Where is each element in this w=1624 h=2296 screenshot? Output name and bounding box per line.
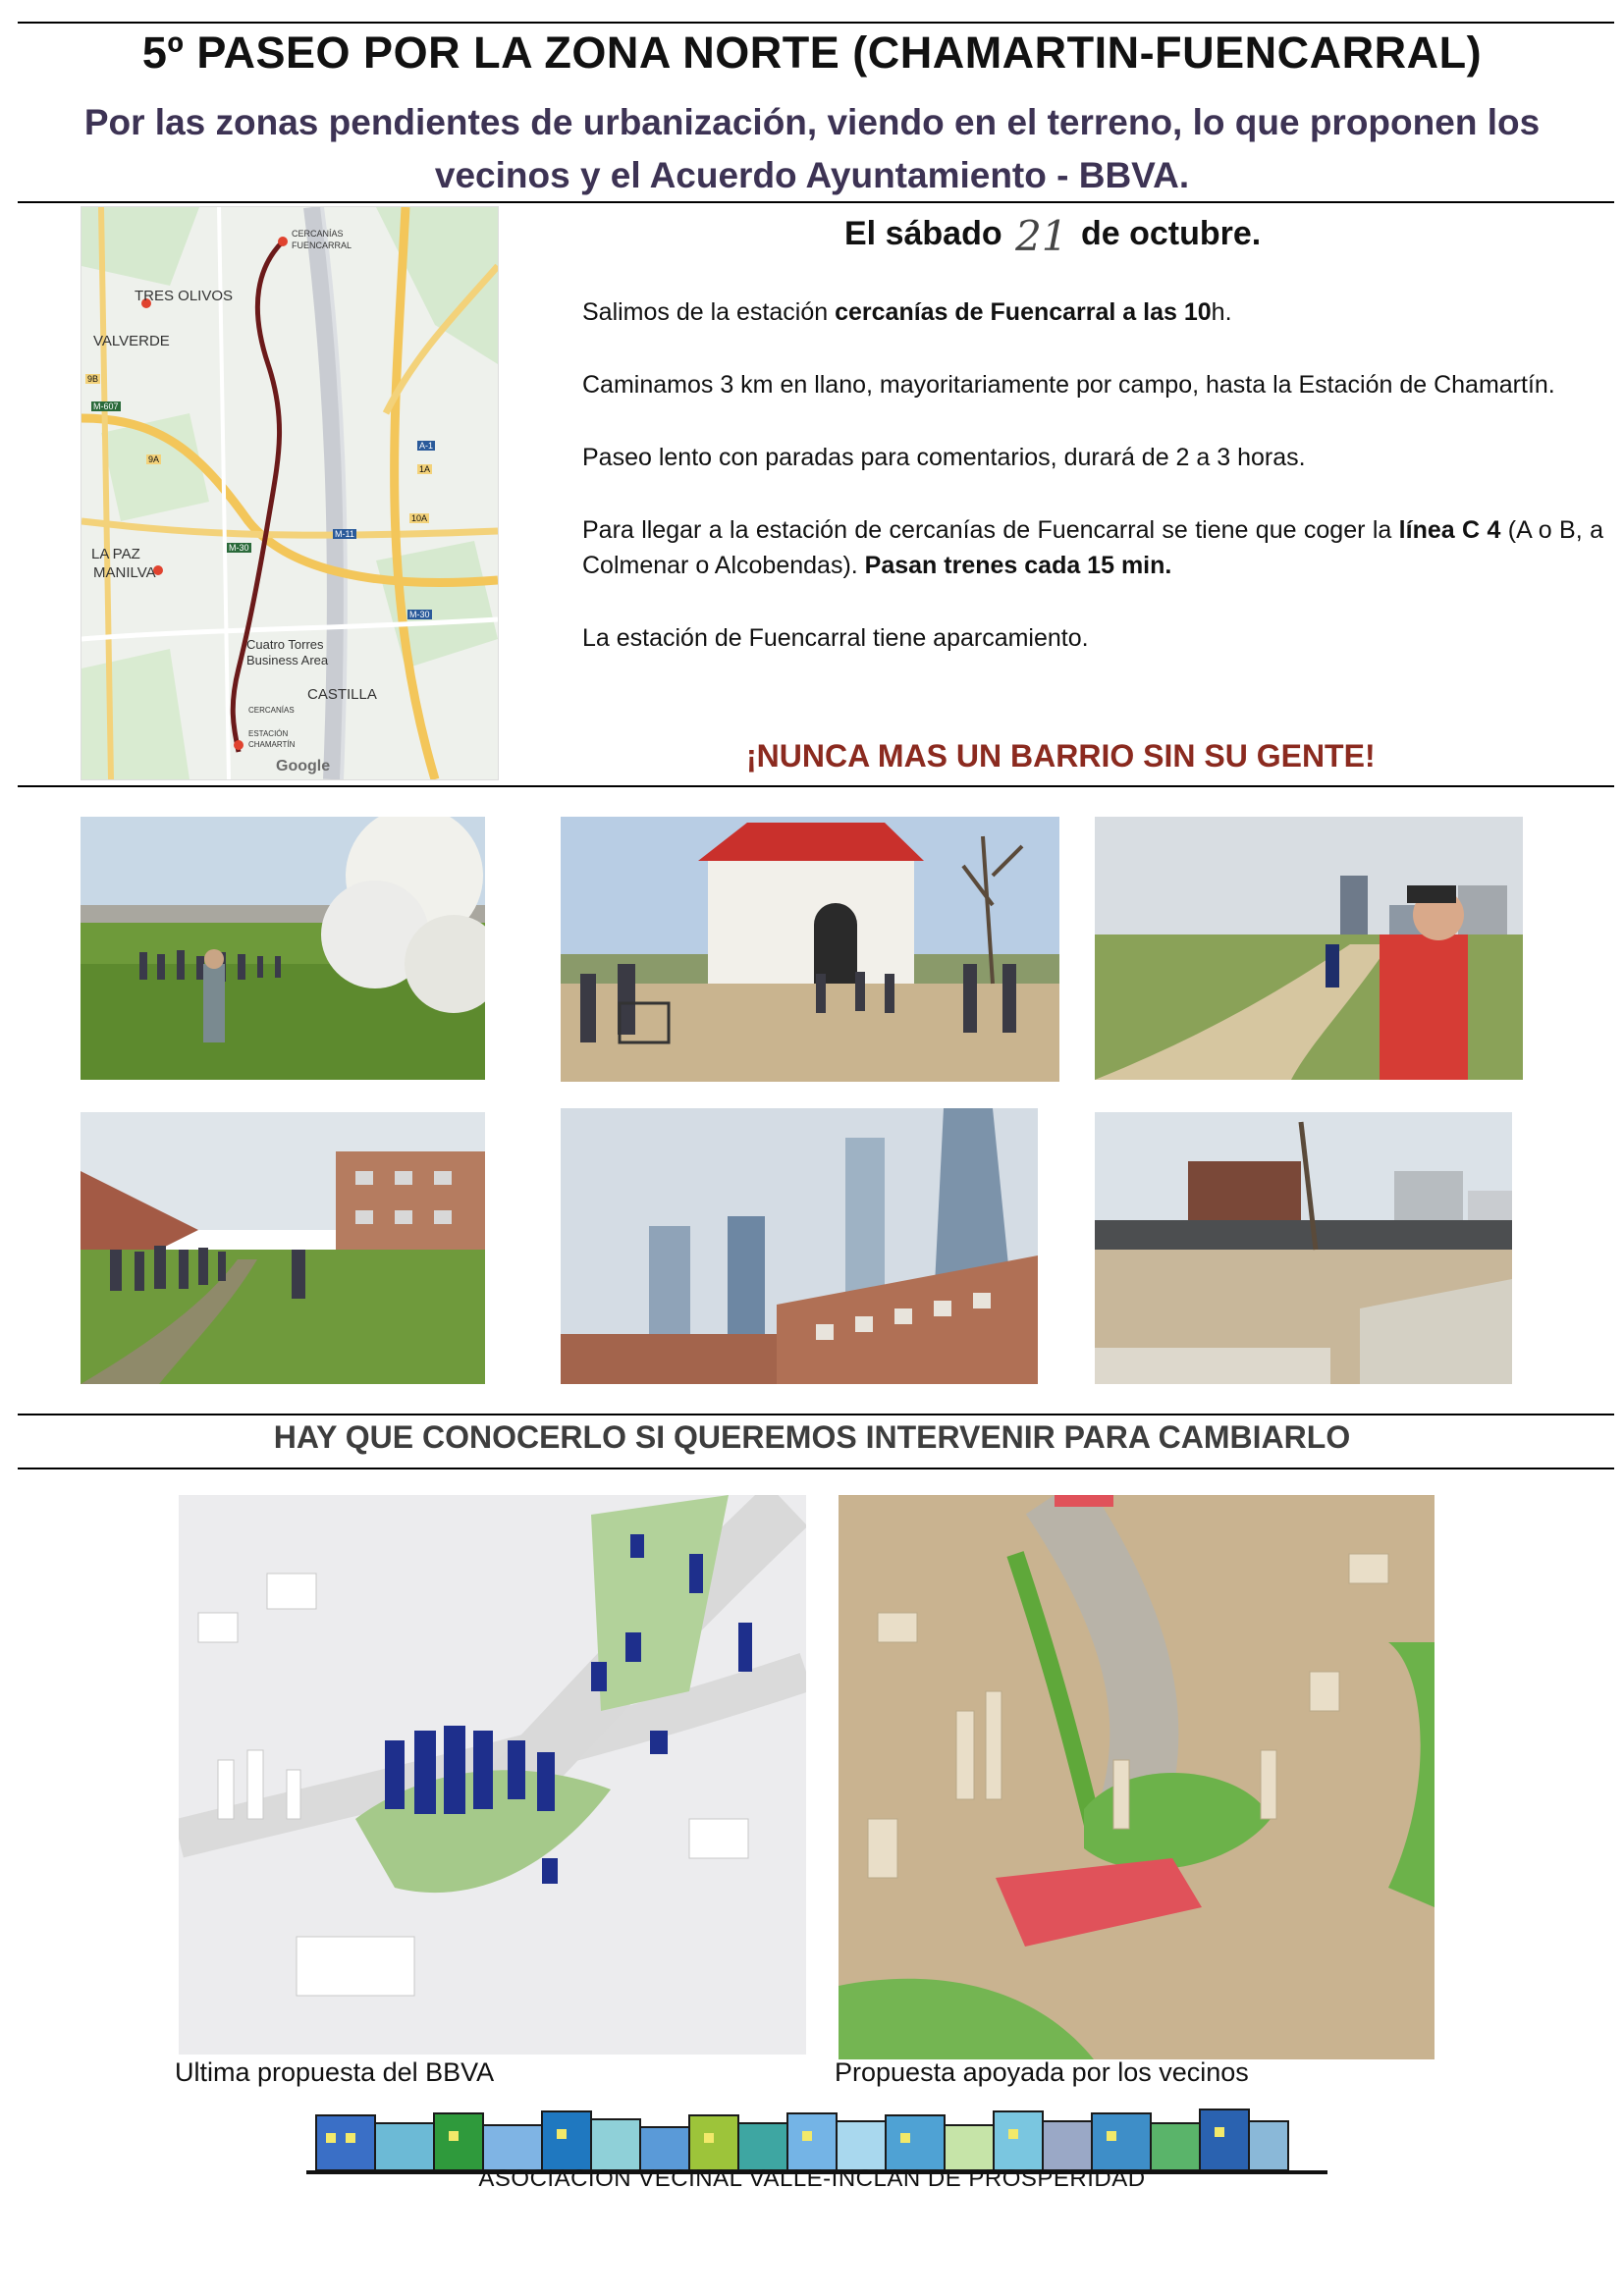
map-label: ESTACIÓN <box>248 729 289 738</box>
road-badge: 9A <box>148 454 160 464</box>
road-badge: A-1 <box>419 441 434 451</box>
info-text: h. <box>1211 298 1232 326</box>
info-text: Salimos de la estación <box>582 298 836 326</box>
towers-photo <box>561 1108 1038 1384</box>
section-bottom-rule <box>18 1468 1614 1469</box>
info-departure <box>582 294 1603 330</box>
info-transport <box>582 512 1603 583</box>
map-label: LA PAZ <box>91 546 140 562</box>
page-subtitle: Por las zonas pendientes de urbanización, viendo en el terreno, lo que proponen los vecinos y el Acuerdo Ayuntamiento - BBVA. <box>83 102 1541 195</box>
info-bold: Pasan trenes cada 15 min. <box>864 552 1172 579</box>
map-label: Business Area <box>246 653 329 667</box>
map-label: FUENCARRAL <box>292 240 352 250</box>
association-name: ASOCIACION VECINAL VALLE-INCLAN DE PROSPERIDAD <box>478 2165 1146 2192</box>
map-label: VALVERDE <box>93 333 170 349</box>
google-logo: Google <box>276 758 331 774</box>
map-label: CERCANÍAS <box>292 229 344 239</box>
route-map <box>81 206 499 780</box>
map-label: CHAMARTÍN <box>248 740 296 749</box>
map-label: CERCANÍAS <box>248 706 295 715</box>
road-badge: 10A <box>411 513 428 523</box>
walkers-blossom-photo <box>81 817 485 1080</box>
info-bold: línea C 4 <box>1398 516 1501 544</box>
mid-rule <box>18 785 1614 787</box>
road-badge: M-607 <box>93 401 119 411</box>
map-label: MANILVA <box>93 564 156 581</box>
header-bottom-rule <box>18 201 1614 203</box>
slogan: ¡NUNCA MAS UN BARRIO SIN SU GENTE! <box>746 738 1376 774</box>
wasteland-photo <box>1095 1112 1512 1384</box>
event-info <box>582 294 1603 693</box>
section-top-rule <box>18 1414 1614 1415</box>
neighbors-proposal-render <box>839 1495 1435 2059</box>
road-badge: 9B <box>87 374 99 384</box>
info-bold: cercanías de Fuencarral a las 10 <box>835 298 1212 326</box>
info-parking: La estación de Fuencarral tiene aparcamiento. <box>582 624 1089 652</box>
street-walkers-photo <box>81 1112 485 1384</box>
bbva-proposal-caption: Ultima propuesta del BBVA <box>175 2057 495 2087</box>
old-building-photo <box>561 817 1059 1082</box>
map-label: CASTILLA <box>307 686 377 703</box>
road-badge: M-30 <box>229 543 249 553</box>
info-duration: Paseo lento con paradas para comentarios, durará de 2 a 3 horas. <box>582 444 1306 471</box>
path-walkers-photo <box>1095 817 1523 1080</box>
road-badge: M-30 <box>409 610 430 619</box>
event-date <box>844 206 1355 260</box>
info-text: Para llegar a la estación de cercanías de Fuencarral se tiene que coger la <box>582 516 1399 544</box>
info-distance: Caminamos 3 km en llano, mayoritariamente por campo, hasta la Estación de Chamartín. <box>582 371 1555 399</box>
bbva-proposal-render <box>179 1495 806 2055</box>
neighbors-proposal-caption: Propuesta apoyada por los vecinos <box>835 2057 1249 2087</box>
date-suffix: de octubre. <box>1080 215 1262 252</box>
info-text: (A o B, a Colmenar o Alcobendas). <box>582 516 1603 579</box>
road-badge: 1A <box>419 464 431 474</box>
top-rule <box>18 22 1614 24</box>
section-title: HAY QUE CONOCERLO SI QUEREMOS INTERVENIR PARA CAMBIARLO <box>273 1419 1351 1455</box>
date-prefix: El sábado <box>844 215 1002 252</box>
map-label: TRES OLIVOS <box>135 288 234 304</box>
road-badge: M-11 <box>335 529 354 539</box>
page-title: 5º PASEO POR LA ZONA NORTE (CHAMARTIN-FUENCARRAL) <box>141 27 1483 78</box>
date-handwritten: 21 <box>1015 212 1068 260</box>
map-label: Cuatro Torres <box>246 637 324 652</box>
